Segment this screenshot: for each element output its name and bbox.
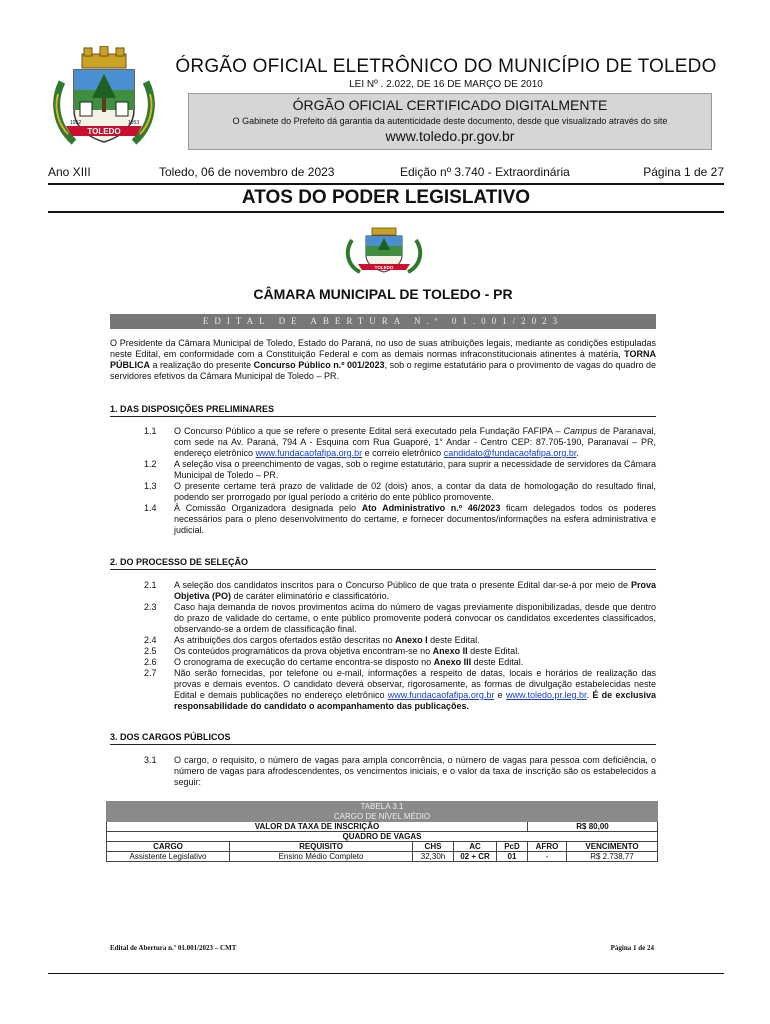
heading-rule-top (48, 183, 724, 185)
item-bold: Prova Objetiva (PO) (174, 580, 656, 601)
certification-box (188, 93, 712, 150)
table-caption-1: TABELA 3.1 (107, 802, 658, 812)
item-text (174, 635, 656, 646)
list-item (144, 602, 656, 635)
fee-label: VALOR DA TAXA DE INSCRIÇÃO (107, 822, 528, 832)
quadro-label: QUADRO DE VAGAS (107, 832, 658, 842)
heading-rule-bottom (48, 211, 724, 213)
item-number: 2.6 (144, 657, 157, 667)
table-header-row (107, 842, 658, 852)
section-1-items (144, 426, 656, 536)
item-number: 2.4 (144, 635, 157, 645)
page-heading: ATOS DO PODER LEGISLATIVO (241, 187, 531, 208)
gazette-title: ÓRGÃO OFICIAL ELETRÔNICO DO MUNICÍPIO DE TOLEDO (175, 56, 717, 77)
intro-text-2: a realização do presente (150, 360, 254, 370)
section-3-items (144, 755, 656, 788)
item-text-part: A seleção dos candidatos inscritos para o Concurso Público de que trata o presente Edital dar-se-á por meio de (174, 580, 631, 590)
item-text (174, 646, 656, 657)
header-cell: AC (454, 842, 497, 852)
intro-paragraph (110, 338, 656, 382)
item-number: 1.4 (144, 503, 157, 513)
list-item (144, 646, 656, 657)
item-number: 2.3 (144, 602, 157, 612)
item-text-part: . (586, 690, 593, 700)
table-cell: Assistente Legislativo (107, 852, 230, 862)
item-text-part: e correio eletrônico (362, 448, 444, 458)
item-bold: Ato Administrativo n.º 46/2023 (361, 503, 501, 513)
edition-year: Ano XIII (48, 165, 91, 179)
certification-title: ÓRGÃO OFICIAL CERTIFICADO DIGITALMENTE (292, 97, 608, 113)
header-cell: VENCIMENTO (567, 842, 658, 852)
item-text-part: Não serão fornecidas, por telefone ou e-mail, informações a respeito de datas, locais e horários de realização das provas e demais eventos. O candidato deverá observar, rigorosamente, as formas de divulgação estabelecidas neste Edital e demais publicações no endereço eletrônico (174, 668, 656, 700)
certification-url[interactable]: www.toledo.pr.gov.br (385, 128, 515, 144)
item-text-part: Os conteúdos programáticos da prova objetiva encontram-se no (174, 646, 433, 656)
item-bold: Anexo III (433, 657, 472, 667)
table-cell: - (528, 852, 567, 862)
item-text (174, 580, 656, 602)
header-cell: CHS (413, 842, 454, 852)
list-item (144, 668, 656, 712)
table-caption-row (107, 812, 658, 822)
section-2-title: 2. DO PROCESSO DE SELEÇÃO (110, 557, 656, 570)
certification-subtitle: O Gabinete do Prefeito dá garantia da autenticidade deste documento, desde que visualizado através do site (232, 116, 668, 126)
gazette-law: LEI Nº . 2.022, DE 16 DE MARÇO DE 2010 (349, 79, 543, 90)
item-bold: É de exclusiva responsabilidade do candidato o acompanhamento das publicações. (174, 690, 656, 711)
table-cell: 01 (497, 852, 528, 862)
footer-rule (48, 973, 724, 974)
item-text-part: deste Edital. (427, 635, 480, 645)
section-1-title: 1. DAS DISPOSIÇÕES PRELIMINARES (110, 404, 656, 417)
section-2-items (144, 580, 656, 712)
item-text-part: ficam delegados todos os poderes necessários para o pleno desenvolvimento do certame, e fornecer documentos/informações na esfera administrativa e judicial. (174, 503, 656, 535)
table-caption-2: CARGO DE NÍVEL MÉDIO (107, 812, 658, 822)
list-item (144, 426, 656, 459)
footer-left: Edital de Abertura n.º 01.001/2023 – CMT (110, 944, 237, 952)
item-text: O presente certame terá prazo de validade de 02 (dois) anos, a contar da data de homologação do resultado final, podendo ser prorrogado por igual período a critério do ente público promovente. (174, 481, 656, 502)
edition-row (48, 165, 724, 179)
list-item (144, 635, 656, 646)
section-3-title: 3. DOS CARGOS PÚBLICOS (110, 732, 656, 745)
item-text-part: O Concurso Público a que se refere o presente Edital será executado pela Fundação FAFIPA – (174, 426, 564, 436)
list-item (144, 657, 656, 668)
item-number: 2.1 (144, 580, 157, 590)
header-cell: PcD (497, 842, 528, 852)
item-text (174, 668, 656, 712)
intro-bold-1: TORNA PÚBLICA (110, 349, 656, 370)
item-text-part: O cronograma de execução do certame encontra-se disposto no (174, 657, 434, 667)
item-italic: Campus (563, 426, 597, 436)
edition-date: Toledo, 06 de novembro de 2023 (159, 165, 335, 179)
item-text-part: . (576, 448, 579, 458)
item-number: 1.1 (144, 426, 157, 436)
header-cell: REQUISITO (230, 842, 413, 852)
item-number: 2.5 (144, 646, 157, 656)
edition-number: Edição nº 3.740 - Extraordinária (400, 165, 570, 179)
chamber-seal-icon (338, 226, 430, 276)
crest-banner-text: TOLEDO (87, 127, 121, 136)
item-text-part: de Paranaval, com sede na Av. Paraná, 794 A - Esquina com Rua Guaporé, 1° Andar - Centro CEP: 87.705-190, Paranavaí – PR, endereço eletrônico (174, 426, 656, 458)
table-row (107, 822, 658, 832)
item-text: A seleção visa o preenchimento de vagas, sob o regime estatutário, para suprir a necessidade de servidores da Câmara Municipal de Toledo – PR. (174, 459, 656, 480)
item-number: 1.2 (144, 459, 157, 469)
item-text (174, 503, 656, 536)
item-text-part: e (494, 690, 506, 700)
item-text (174, 426, 656, 459)
item-text-part: À Comissão Organizadora designada pelo (174, 503, 362, 513)
fafipa-link[interactable]: www.fundacaofafipa.org.br (387, 690, 495, 700)
item-text-part: As atribuições dos cargos ofertados estão descritas no (174, 635, 396, 645)
header-cell: CARGO (107, 842, 230, 852)
camara-site-link[interactable]: www.toledo.pr.leg.br (505, 690, 587, 700)
candidato-email-link[interactable]: candidato@fundacaofafipa.org.br (443, 448, 577, 458)
vacancies-table (106, 801, 658, 862)
header-cell: AFRO (528, 842, 567, 852)
list-item (144, 503, 656, 536)
table-cell: 02 + CR (454, 852, 497, 862)
crest-left-year: 1952 (70, 120, 82, 126)
item-text-part: deste Edital. (467, 646, 520, 656)
table-caption-row (107, 802, 658, 812)
table-cell: R$ 2.738,77 (567, 852, 658, 862)
footer-right: Página 1 de 24 (610, 944, 654, 952)
item-number: 1.3 (144, 481, 157, 491)
table-cell: Ensino Médio Completo (230, 852, 413, 862)
chamber-title: CÂMARA MUNICIPAL DE TOLEDO - PR (253, 286, 513, 302)
intro-text-1: O Presidente da Câmara Municipal de Toledo, Estado do Paraná, no uso de suas atribuições legais, mediante as condições estipuladas neste Edital, em conformidade com a Constituição Federal e com as demais normas infraconstitucionais atinentes à matéria, (110, 338, 656, 359)
list-item (144, 459, 656, 481)
table-cell: 32,30h (413, 852, 454, 862)
edition-page: Página 1 de 27 (643, 165, 724, 179)
edital-number-bar: EDITAL DE ABERTURA N.º 01.001/2023 (110, 314, 656, 329)
fee-value: R$ 80,00 (528, 822, 658, 832)
item-bold: Anexo I (395, 635, 428, 645)
seal-banner-text: TOLEDO (374, 265, 394, 270)
item-text-part: deste Edital. (471, 657, 524, 667)
item-number: 2.7 (144, 668, 157, 678)
intro-bold-2: Concurso Público n.º 001/2023 (253, 360, 385, 370)
list-item (144, 481, 656, 503)
list-item (144, 755, 656, 788)
list-item (144, 580, 656, 602)
table-row (107, 852, 658, 862)
crest-right-year: 1953 (128, 120, 140, 126)
table-row (107, 832, 658, 842)
item-text: O cargo, o requisito, o número de vagas para ampla concorrência, o número de vagas para pessoa com deficiência, o número de vagas para afrodescendentes, os vencimentos iniciais, e o valor da taxa de inscrição são os estabelecidos a seguir: (174, 755, 656, 787)
item-bold: Anexo II (432, 646, 468, 656)
item-number: 3.1 (144, 755, 157, 765)
item-text-part: de caráter eliminatório e classificatório. (231, 591, 390, 601)
item-text: Caso haja demanda de novos provimentos acima do número de vagas previamente disponibilizadas, desde que dentro do prazo de validade do certame, o ente público promovente poderá convocar os candidatos excedentes classificados, observando-se a ordem de classificação final. (174, 602, 656, 634)
item-text (174, 657, 656, 668)
toledo-crest-logo (48, 46, 160, 154)
intro-text-3: , sob o regime estatutário para o provimento de vagas do quadro de servidores efetivos da Câmara Municipal de Toledo – PR. (110, 360, 656, 381)
fafipa-link[interactable]: www.fundacaofafipa.org.br (255, 448, 363, 458)
